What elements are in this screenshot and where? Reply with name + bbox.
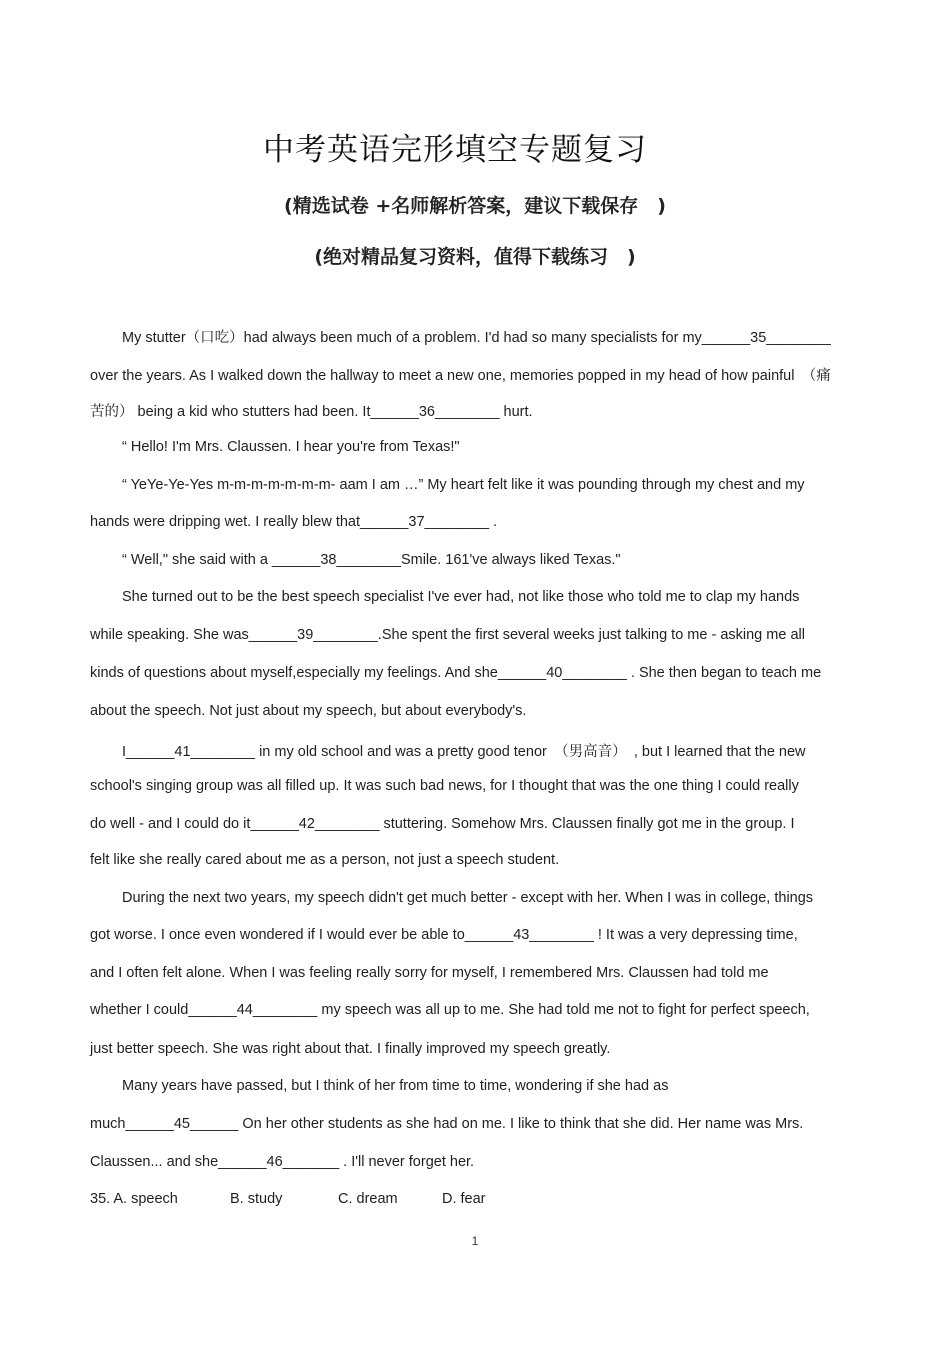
text-line: whether I could______44________ my speech was all up to me. She had told me not to fight for perfect speech, — [90, 1002, 810, 1018]
text-line: Many years have passed, but I think of her from time to time, wondering if she had as — [122, 1078, 669, 1094]
text-line: Claussen... and she______46_______ . I'll never forget her. — [90, 1154, 475, 1170]
text-line: school's singing group was all filled up. It was such bad news, for I thought that was the one thing I could really — [90, 778, 799, 794]
text-line: about the speech. Not just about my speech, but about everybody's. — [90, 703, 527, 719]
document-title: 中考英语完形填空专题复习 — [263, 132, 647, 168]
text-line: just better speech. She was right about that. I finally improved my speech greatly. — [90, 1041, 611, 1057]
text-line: During the next two years, my speech didn't get much better - except with her. When I was in college, things — [122, 890, 814, 906]
text-line: “ Hello! I'm Mrs. Claussen. I hear you're from Texas!" — [122, 439, 460, 455]
text-line: “ YeYe-Ye-Yes m-m-m-m-m-m-m- aam I am …” My heart felt like it was pounding through my chest and my — [122, 477, 805, 493]
question-35-options — [90, 1191, 486, 1207]
text-line: I______41________ in my old school and was a pretty good tenor （男高音） , but I learned that the new — [122, 744, 806, 760]
text-line: felt like she really cared about me as a person, not just a speech student. — [90, 852, 560, 868]
text-line: while speaking. She was______39________.She spent the first several weeks just talking to me - asking me all — [90, 627, 805, 643]
text-line: My stutter（口吃）had always been much of a problem. I'd had so many specialists for my______35________ — [122, 330, 831, 346]
text-line: much______45______ On her other students as she had on me. I like to think that she did. Her name was Mrs. — [90, 1116, 804, 1132]
page-number: 1 — [471, 1234, 479, 1248]
option-c: C. dream — [338, 1191, 398, 1207]
text-line: got worse. I once even wondered if I would ever be able to______43________ ! It was a very depressing time, — [90, 927, 798, 943]
text-line: “ Well," she said with a ______38________Smile. 161've always liked Texas." — [122, 552, 621, 568]
text-line: She turned out to be the best speech specialist I've ever had, not like those who told me to clap my hands — [122, 589, 800, 605]
text-line: 苦的） being a kid who stutters had been. It______36________ hurt. — [90, 404, 533, 420]
option-b: B. study — [230, 1191, 283, 1207]
text-line: hands were dripping wet. I really blew that______37________ . — [90, 514, 498, 530]
text-line: over the years. As I walked down the hallway to meet a new one, memories popped in my head of how painful （痛 — [90, 368, 831, 384]
text-line: do well - and I could do it______42________ stuttering. Somehow Mrs. Claussen finally got me in the group. I — [90, 816, 795, 832]
document-subtitle-2: (绝对精品复习资料，值得下载练习 ) — [314, 246, 636, 268]
document-subtitle-1: (精选试卷 +名师解析答案，建议下载保存 ) — [284, 195, 666, 217]
option-a: 35. A. speech — [90, 1191, 178, 1207]
option-d: D. fear — [442, 1191, 486, 1207]
text-line: and I often felt alone. When I was feeling really sorry for myself, I remembered Mrs. Claussen had told me — [90, 965, 769, 981]
text-line: kinds of questions about myself,especially my feelings. And she______40________ . She then began to teach me — [90, 665, 822, 681]
